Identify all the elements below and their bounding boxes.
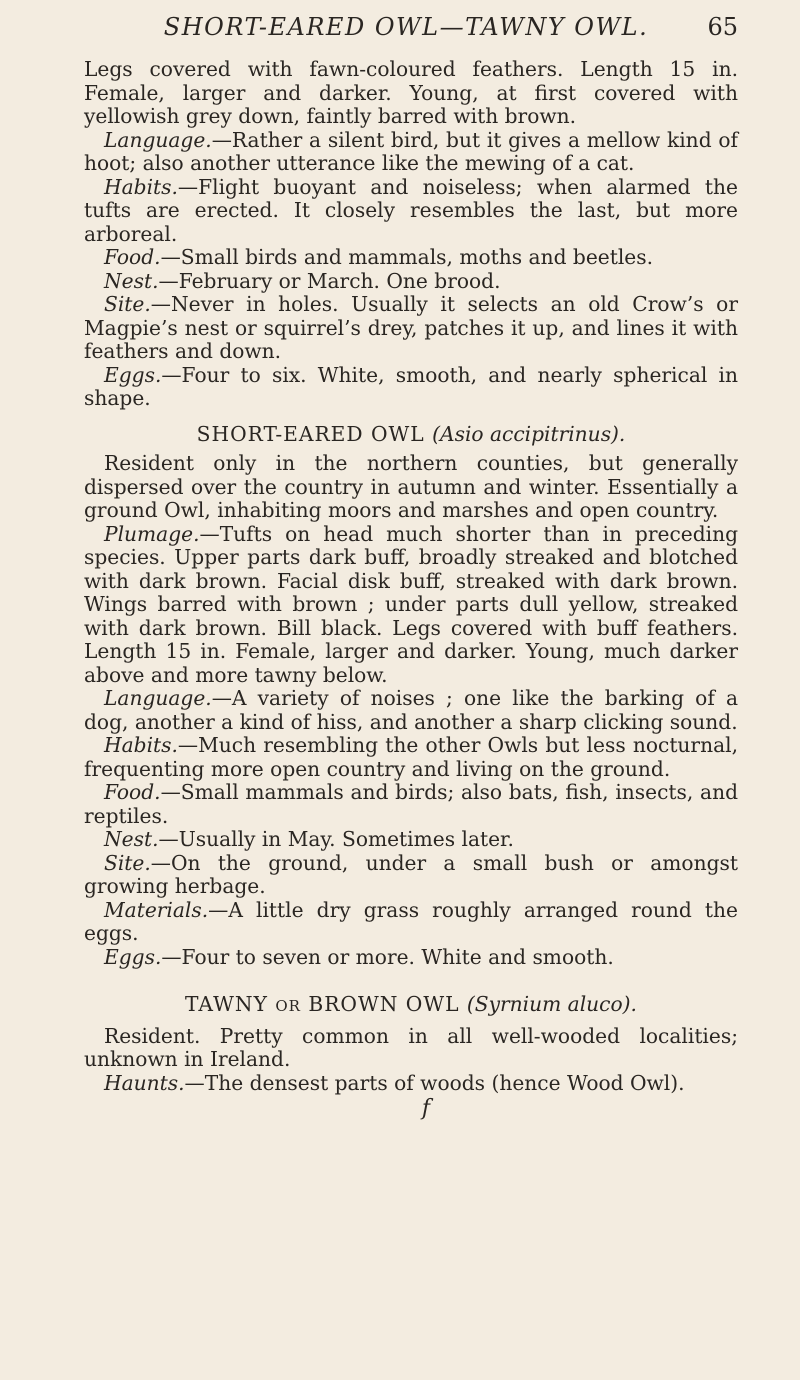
page-body bbox=[84, 58, 738, 1121]
paragraph-food: Food.—Small birds and mammals, moths and beetles. bbox=[104, 245, 654, 269]
paragraph-nest: Nest.—February or March. One brood. bbox=[104, 268, 501, 293]
paragraph-language: Language.—Rather a silent bird, but it gives a mellow kind of hoot; also another utterance like the mewing of a cat. bbox=[84, 127, 738, 175]
page-header bbox=[84, 0, 738, 58]
species-heading-tawny-owl: TAWNY OR BROWN OWL (Syrnium aluco). bbox=[185, 992, 637, 1016]
paragraph-eggs: Eggs.—Four to seven or more. White and smooth. bbox=[104, 944, 614, 969]
paragraph-plumage: Plumage.—Tufts on head much shorter than in preceding species. Upper parts dark buff, broadly streaked and blotched with dark brown. Facial disk buff, streaked with dark brown. Wings barred with brown ; under parts dull yellow, streaked with dark brown. Bill black. Legs covered with buff feathers. Length 15 in. Female, larger and darker. Young, much darker above and more tawny below. bbox=[84, 521, 738, 687]
paragraph-food: Food.—Small mammals and birds; also bats, fish, insects, and reptiles. bbox=[84, 780, 738, 828]
paragraph-intro: Resident. Pretty common in all well-wooded localities; unknown in Ireland. bbox=[84, 1023, 738, 1071]
species-heading-short-eared-owl: SHORT-EARED OWL (Asio accipitrinus). bbox=[196, 421, 626, 446]
signature-mark: f bbox=[421, 1096, 431, 1121]
paragraph-intro: Resident only in the northern counties, but generally dispersed over the country in autumn and winter. Essentially a ground Owl, inhabiting moors and marshes and open country. bbox=[84, 451, 738, 522]
paragraph-haunts: Haunts.—The densest parts of woods (hence Wood Owl). bbox=[104, 1070, 685, 1095]
paragraph-materials: Materials.—A little dry grass roughly arranged round the eggs. bbox=[84, 897, 738, 945]
paragraph-habits: Habits.—Flight buoyant and noiseless; when alarmed the tufts are erected. It closely resembles the last, but more arboreal. bbox=[84, 174, 738, 246]
paragraph-eggs: Eggs.—Four to six. White, smooth, and nearly spherical in shape. bbox=[84, 362, 738, 410]
paragraph-language: Language.—A variety of noises ; one like the barking of a dog, another a kind of hiss, and another a sharp clicking sound. bbox=[84, 686, 738, 734]
paragraph-plumage-continued: Legs covered with fawn-coloured feathers. Length 15 in. Female, larger and darker. Young, at first covered with yellowish grey down, faintly barred with brown. bbox=[84, 57, 738, 128]
paragraph-site: Site.—On the ground, under a small bush or amongst growing herbage. bbox=[84, 850, 738, 898]
page-number: 65 bbox=[707, 13, 738, 41]
paragraph-nest: Nest.—Usually in May. Sometimes later. bbox=[104, 827, 514, 851]
running-head: SHORT-EARED OWL—TAWNY OWL. bbox=[163, 13, 649, 41]
paragraph-site: Site.—Never in holes. Usually it selects an old Crow’s or Magpie’s nest or squirrel’s drey, patches it up, and lines it with feathers and down. bbox=[84, 292, 738, 363]
paragraph-habits: Habits.—Much resembling the other Owls but less nocturnal, frequenting more open country and living on the ground. bbox=[84, 733, 738, 781]
